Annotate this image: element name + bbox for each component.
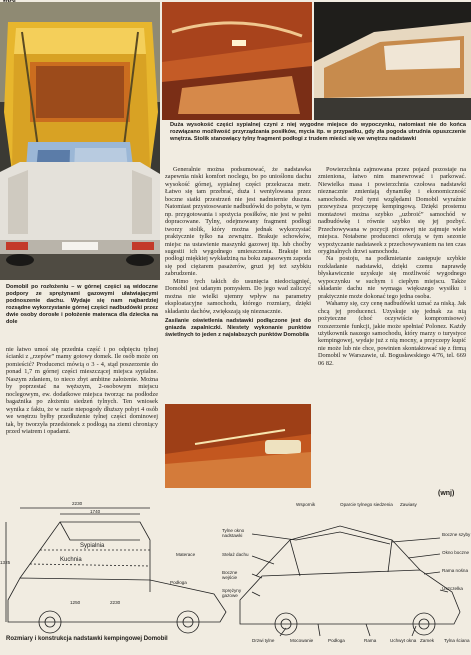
text-column-3 bbox=[318, 166, 466, 367]
label-side-window: Okno boczne bbox=[442, 550, 470, 555]
col2-paragraph: Mimo tych takich do usunięcia niedociągnięć, Domobil jest udanym pomysłem. Do jego wad zaliczyć można nie wielki ujemny wpływ na parametry eksploatacyjne samochodu, którego rozmiary, dzięki składaniu dachów, zwiększają się nieznacznie. bbox=[165, 277, 311, 315]
label-podloga: Podłoga bbox=[170, 580, 187, 585]
label-sypialnia: Sypialnia bbox=[80, 543, 105, 549]
label-gasket: Uszczelka bbox=[442, 586, 463, 591]
photo2-caption: Duża wysokość części sypialnej czyni z niej wygodne miejsce do wypoczynku, natomiast nie do końca rozwiązano możliwość przyrządzania posiłków, mycia itp. w przypadku, gdy zła pogoda utrudnia opuszczenie wnętrza. Stolik stanowiący tylny fragment podłogi z trudem mieści się we wnętrzu nadstawki bbox=[170, 122, 466, 142]
col3-paragraph: Wahamy się, czy cenę nadbudówki uznać za niską. Jak chcą jej producenci. Uzyskuje się jednak za nią pożyteczne (choć oczywiście kompromisowe) rozszerzenie funkcji, jakie może spełniać Polonez. Każdy użytkownik naszego samochodu, który marzy o turystyce kempingowej, wydaje już z nią mocny, a przyczepy kupić nie może lub nie chce, powinien skontaktować się z firmą Domobil w Warszawie, ul. Bogusławskiego 4/76, tel. 669 06 82. bbox=[318, 300, 466, 367]
photo-sleeping-area bbox=[162, 2, 312, 120]
dim-top: 2230 bbox=[72, 501, 83, 506]
label-lock: Zamek bbox=[420, 638, 435, 643]
photo3-caption: Zasilanie oświetlenia nadstawki podłączone jest do gniazda zapalniczki. Niestety wykonanie punktów świetlnych to jeden z najsłabszych punktów Domobila bbox=[165, 318, 311, 338]
diagram-caption: Rozmiary i konstrukcja nadstawki kempingowej Domobil bbox=[6, 636, 168, 642]
domobil-open-illustration bbox=[0, 2, 160, 280]
label-support-frame: Rama nośna bbox=[442, 568, 469, 573]
photo-lighting bbox=[165, 404, 311, 488]
photo1-caption: Domobil po rozłożeniu – w górnej części są widoczne podpory ze sprężynami gazowymi ułatwiającymi podnoszenie dachu. Wydaje się nam najbardziej rozsądne wykorzystanie górnej części nadbudówki przez dwie osoby dorosłe i położenie materaca dla dziecka na dole bbox=[6, 284, 158, 325]
col1-paragraph: nie łatwo umoś się przednia część i po odpięciu tylnej ścianki z „rzepów” mamy gotowy domek. Ile osób może on pomieścić? Producenci mówią o 3 - 4, stąd poszerzenie do ponad 1,7 m górnej części mieszczącej miejsca sypialne. Naszym zdaniem, to nieco zbyt ambitne założenie. Można by poprzestać na węższym, 2-osobowym miejscu noclegowym, ew. dodatkowe miejsca tworząc na podłodze bagażnika po złożeniu siedzeń tylnych. Ten wniosek wynika z faktu, że w razie niepogody dłuższy pobyt 4 osób we wnętrzu byłby przedłużenie tylnej części dominowej tak, by tworzyła przedsionek z podłogą na ziemi chroniący przed wiatrem i opadami. bbox=[6, 346, 158, 435]
label-rear-window: Tylne okno nadstawki bbox=[222, 528, 245, 539]
label-bracket: Wspornik bbox=[296, 502, 316, 507]
dim-bottom: 1250 bbox=[70, 600, 81, 605]
dim-side: 1325 bbox=[0, 560, 11, 565]
photo-domobil-open bbox=[0, 2, 160, 280]
label-side-entrance: Boczne wejście bbox=[222, 570, 238, 581]
dim-length: 2230 bbox=[110, 600, 121, 605]
lighting-illustration bbox=[165, 404, 311, 488]
col2-paragraph: Generalnie można podsumować, że nadstawka zapewnia niski komfort noclegu, bo po unioślonu dachu wysokość górnej, sypialnej części przekracza metr. Łatwo się tam przebrać, duża i wentylowana przez boczne siatki przestrzeń nie jest nadmiernie duszna. Natomiast przystosowanie nadbudówki do pobytu, w tym np. przygotowania i spożycia posiłków, nie jest w pełni dopracowane. Tylny, odejmowany fragment podłogi tworzy stolik, który można jednak wykorzystać praktycznie tylko na zewnątrz. Brakuje schowków, miejsc na ustawienie maszynki gazowej itp. lub choćby sugestii ich wygodnego umieszczenia. Brakuje też podłogi miękkiej wykładziną na boku zapasowym zapoda się pod ciężarem pasażerów, gruzi jej też szybkiu zabrudzenie. bbox=[165, 166, 311, 278]
label-hinges: Zawiasy bbox=[400, 502, 417, 507]
label-kuchnia: Kuchnia bbox=[60, 557, 82, 563]
car-side-illustration bbox=[314, 2, 471, 120]
label-materace: Materace bbox=[176, 552, 196, 557]
dim-upper: 1740 bbox=[90, 509, 101, 514]
label-window-handle: Uchwyt okna bbox=[390, 638, 417, 643]
label-rear-doors: Drzwi tylne bbox=[252, 638, 275, 643]
label-frame: Rama bbox=[364, 638, 377, 643]
sleeping-area-illustration bbox=[162, 2, 312, 120]
construction-diagram bbox=[0, 500, 471, 650]
label-mounting: Mocowanie bbox=[290, 638, 314, 643]
label-floor: Podłoga bbox=[328, 638, 345, 643]
col3-paragraph: Powierzchnia zajmowana przez pojazd pozostaje na zmieniona, łatwo nim manewrować i parkować. Niewielka masa i powierzchnia czołowa nadstawki nieznacznie zmieniają dynamikę i ekonomiczność samochodu. Pod tymi względami Domobil wyraźnie przewyższa przyczepę kempingową. Dzięki prostemu montażowi można szybko „uzbroić” samochód w nadbudówkę i równie szybko się jej pozbyć. Przechowywana w pozycji pionowej nie zajmuje wiele miejsca. Notabene producenci oferują w tym sezonie wypożyczanie nadstawek z przechowywaniem na ten czas oryginalnych drzwi samochodu. bbox=[318, 166, 466, 255]
label-gas-springs: Sprężyny gazowe bbox=[222, 588, 242, 599]
photo-car-side bbox=[314, 2, 471, 120]
col3-paragraph: Na postoju, na podkmietanie zastępuje szybkie rozkładanie nadstawki, dzięki czemu naprawdę błyskawicznie uzyskuje się możliwość wygodnego wypoczynku w suchym i ciepłym miejscu. Także składanie dachu nie wymaga większego wysiłku i praktycznie może dokonać tego jedna osoba. bbox=[318, 255, 466, 300]
text-column-2 bbox=[165, 166, 311, 342]
label-backrest: Oparcie tylnego siedzenia bbox=[340, 502, 393, 507]
author-signature: (wnj) bbox=[438, 490, 455, 497]
text-column-1 bbox=[6, 346, 158, 435]
label-rear-wall: Tylna ściana bbox=[444, 638, 470, 643]
label-roof-frame: Stelaż dachu bbox=[222, 552, 249, 557]
label-side-glass: Boczne szyby bbox=[442, 532, 471, 537]
